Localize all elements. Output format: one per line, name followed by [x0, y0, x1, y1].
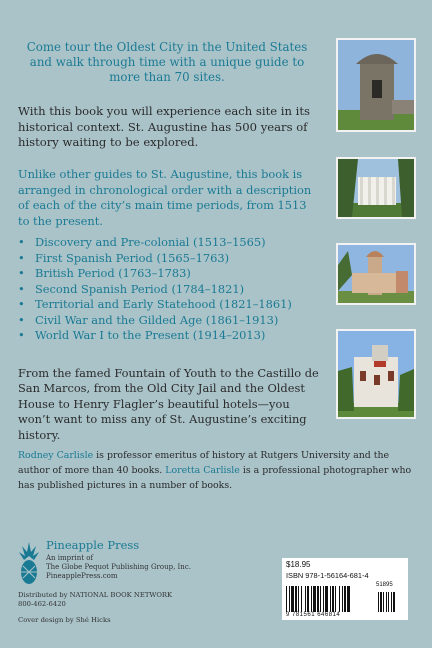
period-item: • First Spanish Period (1565–1763): [18, 251, 292, 267]
period-item: • Discovery and Pre-colonial (1513–1565): [18, 235, 292, 251]
imprint-line: PineapplePress.com: [46, 572, 118, 580]
arranged-text: Unlike other guides to St. Augustine, this book is arranged in chronological order with a description of each of the city’s main time periods, from 1513 to the present.: [18, 167, 312, 228]
photo-watchtower: [336, 38, 416, 132]
photo-tower-building: [336, 243, 416, 305]
period-list: [18, 235, 292, 344]
famed-text: From the famed Fountain of Youth to the Castillo de San Marcos, from the Old City Jail and the Oldest House to Henry Flagler’s beautiful hotels—you won’t want to miss any of St. Augustine’s exciting history.: [18, 366, 319, 442]
photo-castle-building: [336, 329, 416, 419]
author1-text: is professor emeritus of history at Rutgers University and the author of more than 40 books.: [18, 450, 390, 476]
author1-name: Rodney Carlisle: [18, 450, 94, 461]
period-item: • Second Spanish Period (1784–1821): [18, 282, 292, 298]
distributor-block: [18, 591, 218, 609]
context-text: With this book you will experience each site in its historical context. St. Augustine has 500 years of history waiting to be explored.: [18, 104, 310, 149]
price: $18.95: [286, 560, 311, 569]
period-item: • British Period (1763–1783): [18, 266, 292, 282]
period-item: • Territorial and Early Statehood (1821–1861): [18, 297, 292, 313]
period-item: • Civil War and the Gilded Age (1861–1913): [18, 313, 292, 329]
barcode-bars: [286, 582, 404, 612]
author-bio: [18, 448, 418, 493]
cover-design-credit: Cover design by Shé Hicks: [18, 616, 111, 624]
barcode-box: [282, 558, 408, 620]
imprint-line: An imprint of: [46, 554, 94, 562]
author2-text: is a professional photographer who has published pictures in a number of books.: [18, 465, 412, 491]
pineapple-logo-icon: [18, 542, 40, 586]
author2-name: Loretta Carlisle: [165, 465, 240, 476]
distributor-line: Distributed by NATIONAL BOOK NETWORK: [18, 591, 173, 599]
barcode-addon: 51895: [376, 582, 393, 588]
publisher-name: Pineapple Press: [46, 538, 140, 552]
isbn: ISBN 978-1-56164-681-4: [286, 571, 369, 580]
barcode-number: 9 781561 646814: [286, 612, 341, 618]
period-item: • World War I to the Present (1914–2013): [18, 328, 292, 344]
imprint-line: The Globe Pequot Publishing Group, Inc.: [46, 563, 191, 571]
intro-text: Come tour the Oldest City in the United States and walk through time with a unique guide to more than 70 sites.: [26, 40, 308, 84]
distributor-phone: 800-462-6420: [18, 600, 66, 608]
photo-mansion: [336, 157, 416, 219]
publisher-imprint: [46, 554, 226, 581]
